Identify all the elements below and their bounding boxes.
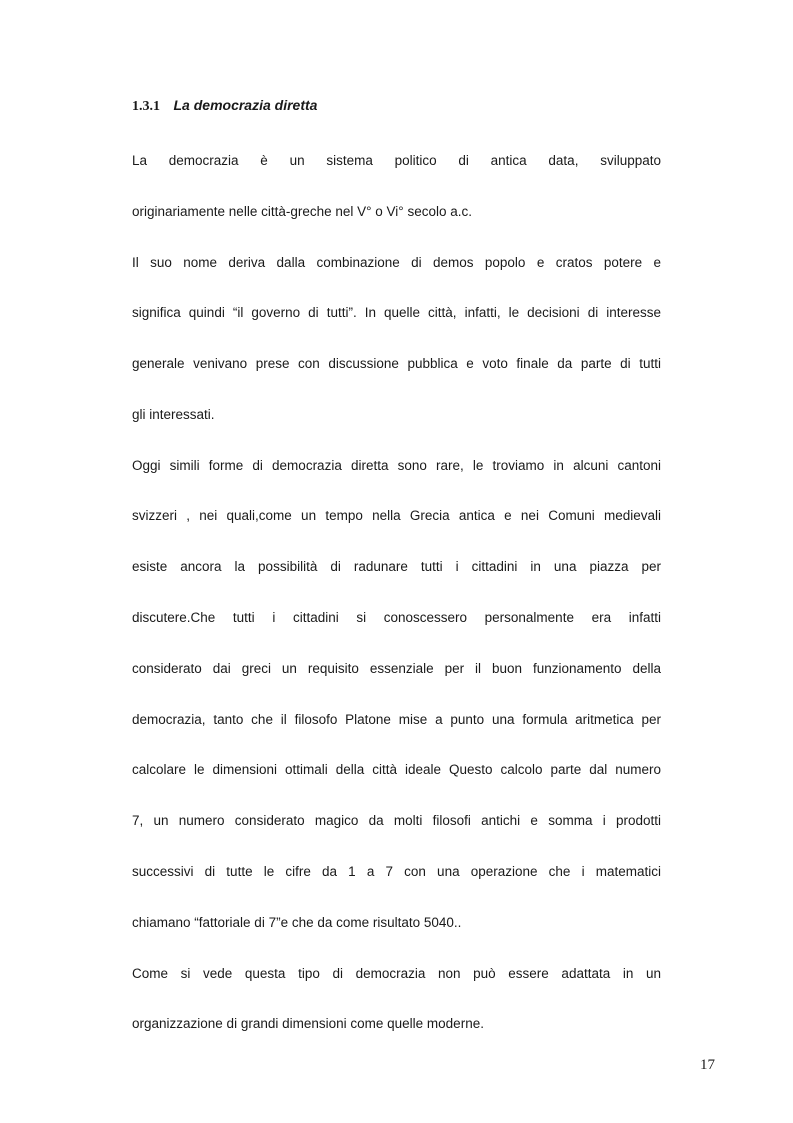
- text-line: 7, un numero considerato magico da molti filosofi antichi e somma i prodotti: [132, 813, 661, 829]
- text-line: successivi di tutte le cifre da 1 a 7 con una operazione che i matematici: [132, 863, 661, 879]
- page-number: 17: [700, 1057, 715, 1073]
- section-number: 1.3.1: [132, 99, 160, 114]
- text-line: La democrazia è un sistema politico di antica data, sviluppato: [132, 153, 661, 168]
- text-line: considerato dai greci un requisito essenziale per il buon funzionamento della: [132, 660, 661, 676]
- section-title: La democrazia diretta: [173, 97, 318, 113]
- text-line: democrazia, tanto che il filosofo Platone mise a punto una formula aritmetica per: [132, 711, 661, 727]
- text-line: generale venivano prese con discussione pubblica e voto finale da parte di tutti: [132, 356, 661, 372]
- text-line: significa quindi “il governo di tutti”. In quelle città, infatti, le decisioni di interesse: [132, 305, 661, 321]
- text-line: chiamano “fattoriale di 7”e che da come risultato 5040..: [132, 914, 462, 930]
- text-line: gli interessati.: [132, 406, 215, 422]
- text-line: Il suo nome deriva dalla combinazione di demos popolo e cratos potere e: [132, 254, 661, 270]
- text-line: discutere.Che tutti i cittadini si conoscessero personalmente era infatti: [132, 610, 661, 626]
- section-heading: [132, 96, 317, 116]
- text-line: originariamente nelle città-greche nel V° o Vi° secolo a.c.: [132, 203, 472, 219]
- text-line: calcolare le dimensioni ottimali della città ideale Questo calcolo parte dal numero: [132, 762, 661, 778]
- text-line: Come si vede questa tipo di democrazia non può essere adattata in un: [132, 965, 661, 981]
- text-line: esiste ancora la possibilità di radunare tutti i cittadini in una piazza per: [132, 559, 661, 575]
- text-line: organizzazione di grandi dimensioni come quelle moderne.: [132, 1016, 484, 1032]
- text-line: Oggi simili forme di democrazia diretta sono rare, le troviamo in alcuni cantoni: [132, 457, 661, 473]
- body-text: [132, 148, 661, 1037]
- text-line: svizzeri , nei quali,come un tempo nella Grecia antica e nei Comuni medievali: [132, 508, 661, 524]
